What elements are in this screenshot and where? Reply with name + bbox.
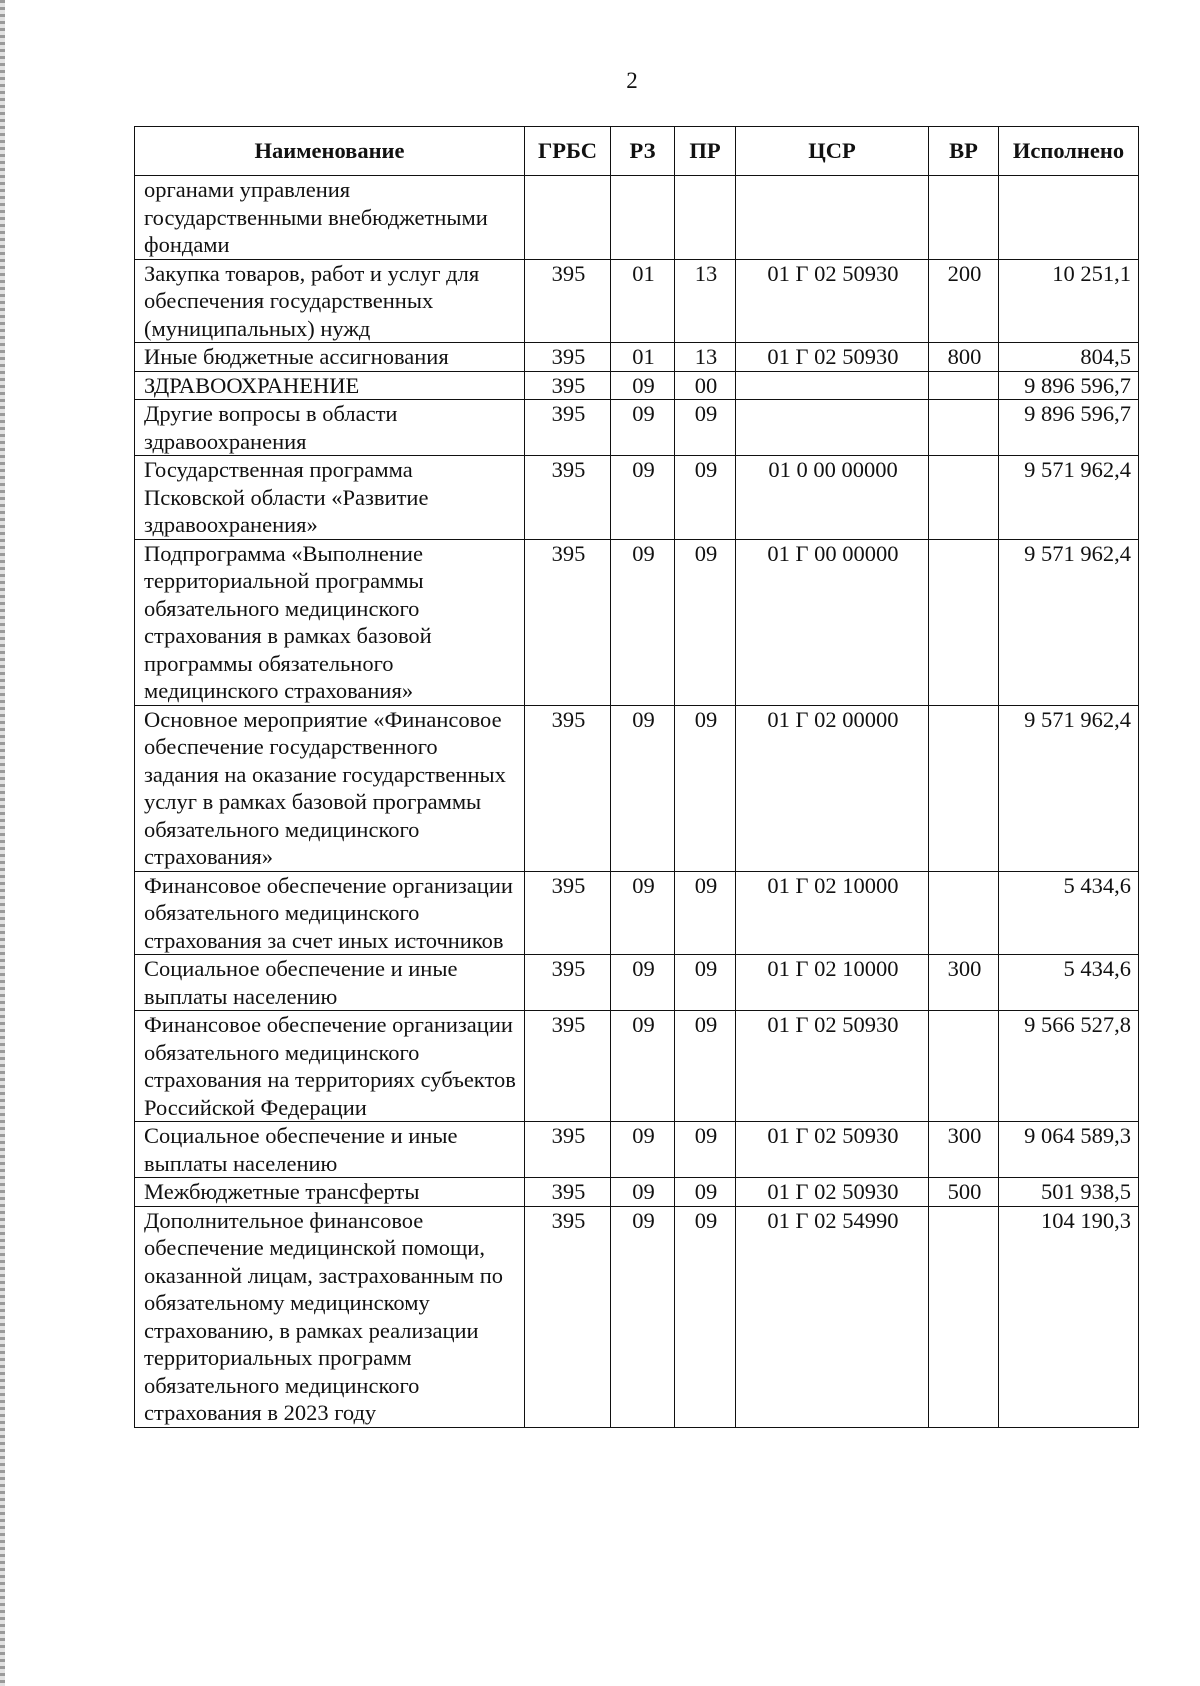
table-row	[135, 343, 1139, 372]
cell-grbs: 395	[525, 400, 611, 456]
cell-name: Дополнительное финансовое обеспечение медицинской помощи, оказанной лицам, застрахованным по обязательному медицинскому страхованию, в рамках реализации территориальных программ обязательного медицинского страхования в 2023 году	[135, 1206, 525, 1427]
cell-csr: 01 Г 02 00000	[736, 705, 929, 871]
cell-done: 10 251,1	[999, 259, 1139, 343]
cell-grbs: 395	[525, 871, 611, 955]
cell-rz: 09	[611, 400, 675, 456]
cell-rz: 09	[611, 539, 675, 705]
cell-pr: 09	[675, 1206, 736, 1427]
cell-rz: 09	[611, 1178, 675, 1207]
cell-csr: 01 0 00 00000	[736, 456, 929, 540]
col-header-name: Наименование	[135, 127, 525, 176]
cell-rz	[611, 176, 675, 260]
page-number: 2	[626, 68, 638, 93]
cell-name: органами управления государственными внебюджетными фондами	[135, 176, 525, 260]
cell-name: Подпрограмма «Выполнение территориальной программы обязательного медицинского страхования в рамках базовой программы обязательного медицинского страхования»	[135, 539, 525, 705]
cell-done	[999, 176, 1139, 260]
cell-csr: 01 Г 02 10000	[736, 871, 929, 955]
cell-grbs: 395	[525, 259, 611, 343]
col-header-csr: ЦСР	[736, 127, 929, 176]
cell-vr: 500	[929, 1178, 999, 1207]
cell-done: 9 571 962,4	[999, 705, 1139, 871]
table-row	[135, 539, 1139, 705]
cell-vr	[929, 456, 999, 540]
table-row	[135, 371, 1139, 400]
table-row	[135, 955, 1139, 1011]
cell-rz: 09	[611, 705, 675, 871]
table-row	[135, 259, 1139, 343]
cell-done: 9 896 596,7	[999, 371, 1139, 400]
cell-done: 9 571 962,4	[999, 456, 1139, 540]
cell-pr: 09	[675, 1122, 736, 1178]
table-row	[135, 705, 1139, 871]
cell-rz: 09	[611, 1206, 675, 1427]
cell-csr: 01 Г 02 50930	[736, 1011, 929, 1122]
table-row	[135, 871, 1139, 955]
cell-pr: 09	[675, 1178, 736, 1207]
cell-pr: 09	[675, 955, 736, 1011]
cell-csr	[736, 176, 929, 260]
cell-vr	[929, 176, 999, 260]
cell-rz: 09	[611, 456, 675, 540]
table-row	[135, 1178, 1139, 1207]
cell-rz: 01	[611, 259, 675, 343]
cell-vr	[929, 1206, 999, 1427]
cell-csr: 01 Г 02 50930	[736, 1122, 929, 1178]
cell-vr: 200	[929, 259, 999, 343]
cell-done: 9 571 962,4	[999, 539, 1139, 705]
cell-grbs: 395	[525, 1178, 611, 1207]
cell-csr: 01 Г 00 00000	[736, 539, 929, 705]
cell-name: Основное мероприятие «Финансовое обеспечение государственного задания на оказание государственных услуг в рамках базовой программы обязательного медицинского страхования»	[135, 705, 525, 871]
col-header-grbs: ГРБС	[525, 127, 611, 176]
cell-name: Межбюджетные трансферты	[135, 1178, 525, 1207]
cell-grbs: 395	[525, 371, 611, 400]
table-body	[135, 176, 1139, 1428]
cell-csr: 01 Г 02 54990	[736, 1206, 929, 1427]
cell-pr: 13	[675, 343, 736, 372]
cell-rz: 09	[611, 371, 675, 400]
cell-vr: 800	[929, 343, 999, 372]
cell-name: Государственная программа Псковской области «Развитие здравоохранения»	[135, 456, 525, 540]
table-row	[135, 176, 1139, 260]
cell-name: Социальное обеспечение и иные выплаты населению	[135, 1122, 525, 1178]
cell-name: Социальное обеспечение и иные выплаты населению	[135, 955, 525, 1011]
cell-grbs: 395	[525, 955, 611, 1011]
cell-vr	[929, 871, 999, 955]
cell-name: Финансовое обеспечение организации обязательного медицинского страхования на территориях субъектов Российской Федерации	[135, 1011, 525, 1122]
cell-pr: 09	[675, 1011, 736, 1122]
budget-table-container	[134, 126, 1139, 1428]
col-header-rz: РЗ	[611, 127, 675, 176]
cell-csr: 01 Г 02 50930	[736, 343, 929, 372]
table-row	[135, 1011, 1139, 1122]
cell-done: 9 064 589,3	[999, 1122, 1139, 1178]
cell-vr	[929, 371, 999, 400]
cell-grbs: 395	[525, 539, 611, 705]
cell-grbs: 395	[525, 1206, 611, 1427]
cell-name: ЗДРАВООХРАНЕНИЕ	[135, 371, 525, 400]
cell-rz: 09	[611, 1011, 675, 1122]
scan-edge	[0, 0, 5, 1686]
table-row	[135, 456, 1139, 540]
cell-name: Другие вопросы в области здравоохранения	[135, 400, 525, 456]
cell-done: 9 566 527,8	[999, 1011, 1139, 1122]
cell-vr	[929, 1011, 999, 1122]
table-row	[135, 1122, 1139, 1178]
cell-vr: 300	[929, 1122, 999, 1178]
cell-done: 9 896 596,7	[999, 400, 1139, 456]
cell-vr: 300	[929, 955, 999, 1011]
cell-pr: 09	[675, 705, 736, 871]
cell-csr	[736, 371, 929, 400]
cell-grbs: 395	[525, 1011, 611, 1122]
cell-pr: 09	[675, 871, 736, 955]
cell-csr: 01 Г 02 10000	[736, 955, 929, 1011]
budget-table	[134, 126, 1139, 1428]
cell-name: Закупка товаров, работ и услуг для обеспечения государственных (муниципальных) нужд	[135, 259, 525, 343]
cell-done: 501 938,5	[999, 1178, 1139, 1207]
cell-pr: 09	[675, 539, 736, 705]
cell-rz: 09	[611, 955, 675, 1011]
cell-grbs: 395	[525, 343, 611, 372]
cell-grbs	[525, 176, 611, 260]
cell-done: 5 434,6	[999, 955, 1139, 1011]
cell-name: Иные бюджетные ассигнования	[135, 343, 525, 372]
cell-vr	[929, 539, 999, 705]
cell-csr	[736, 400, 929, 456]
cell-done: 804,5	[999, 343, 1139, 372]
cell-vr	[929, 400, 999, 456]
col-header-vr: ВР	[929, 127, 999, 176]
cell-vr	[929, 705, 999, 871]
cell-grbs: 395	[525, 456, 611, 540]
cell-rz: 09	[611, 1122, 675, 1178]
cell-rz: 09	[611, 871, 675, 955]
cell-pr: 00	[675, 371, 736, 400]
cell-done: 104 190,3	[999, 1206, 1139, 1427]
table-row	[135, 1206, 1139, 1427]
cell-csr: 01 Г 02 50930	[736, 259, 929, 343]
col-header-pr: ПР	[675, 127, 736, 176]
cell-done: 5 434,6	[999, 871, 1139, 955]
cell-name: Финансовое обеспечение организации обязательного медицинского страхования за счет иных источников	[135, 871, 525, 955]
cell-grbs: 395	[525, 1122, 611, 1178]
cell-pr: 09	[675, 400, 736, 456]
col-header-done: Исполнено	[999, 127, 1139, 176]
cell-pr: 09	[675, 456, 736, 540]
cell-grbs: 395	[525, 705, 611, 871]
cell-csr: 01 Г 02 50930	[736, 1178, 929, 1207]
cell-pr	[675, 176, 736, 260]
cell-rz: 01	[611, 343, 675, 372]
table-row	[135, 400, 1139, 456]
header-row	[135, 127, 1139, 176]
table-header	[135, 127, 1139, 176]
cell-pr: 13	[675, 259, 736, 343]
